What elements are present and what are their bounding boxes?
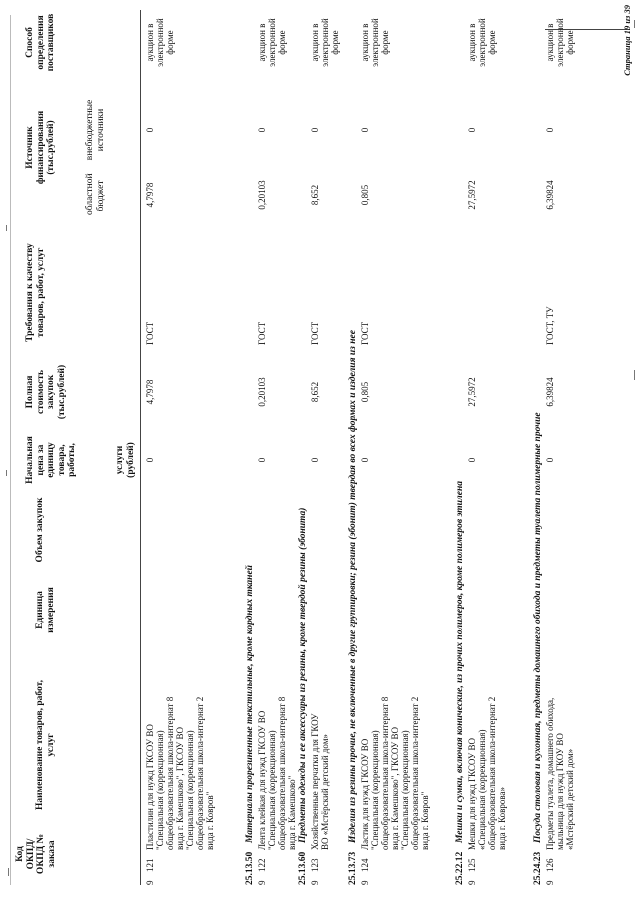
header-code: Код ОКПД/ ОКПД № заказа [15,833,57,875]
row-name: Мешки для нужд ГКСОУ ВО «Специальная (коррекционная) общеобразовательная школа-интернат 2 вида г. Коврова» [467,696,507,850]
row-price: 0 [310,457,320,463]
page-top-rule [10,15,11,885]
row-requirements: ГОСТ [310,321,320,345]
section-title: Посуда столовая и кухонная, предметы домашнего обихода и предметы туалета полимерные прочие [533,412,543,843]
row-method: аукцион в электронной форме [545,18,575,67]
row-method: аукцион в электронной форме [257,18,287,67]
section-code: 25.13.73 [348,851,358,885]
row-total: 0,805 [360,381,370,403]
row-extrabudget: 0 [145,127,155,133]
header-requirements: Требования к качеству товаров, работ, услуг [25,243,46,342]
header-extrabudget: внебюджетные источники [85,99,106,161]
header-method: Способ определения поставщиков [25,13,56,72]
section-title: Материалы прорезиненные текстильные, кроме кордных тканей [245,565,255,843]
header-name: Наименование товаров, работ, услуг [35,680,56,810]
row-extrabudget: 0 [310,127,320,133]
section-code: 25.13.60 [298,851,308,885]
row-name: Ластик для нужд ГКСОУ ВО "Специальная (коррекционная) общеобразовательная школа-интернат 8 вида г. Камешково", ГКСОУ ВО "Специальная (коррекционная) общеобразовательная школа-интернат 2 вида г. Ковров" [360,696,430,850]
row-price: 0 [360,457,370,463]
row-regional-budget: 6,39824 [545,180,555,210]
row-name: Лента клейкая для нужд ГКСОУ ВО "Специальная (коррекционная) общеобразовательная школа-интернат 8 вида г. Камешково" [257,696,297,850]
header-unit: Единица измерения [35,587,56,633]
row-number: 126 [545,858,555,872]
header-total: Полная стоимость закупок (тыс.рублей) [25,364,67,420]
header-bottom-rule [140,10,141,885]
row-price: 0 [545,457,555,463]
binding-mark [8,868,9,876]
row-number: 124 [360,858,370,872]
row-total: 8,652 [310,381,320,403]
binding-mark [634,20,635,28]
header-regional-budget: областной бюджет [85,173,106,215]
section-title: Предметы одежды и ее аксессуары из резины, кроме твердой резины (эбонита) [298,507,308,843]
section-title: Изделия из резины прочие, не включенные в другие группировки; резина (эбонит) твердая во всех формах и изделия из нее [348,330,358,843]
binding-mark [6,470,7,476]
page-number: Страница 19 из 39 [622,5,632,76]
row-number: 122 [257,858,267,872]
header-price-unit: услуги (рублей) [115,442,136,478]
row-method: аукцион в электронной форме [310,18,340,67]
section-code: 25.22.12 [455,851,465,885]
row-extrabudget: 0 [467,127,477,133]
row-regional-budget: 0,20103 [257,180,267,210]
binding-mark [634,370,635,380]
row-requirements: ГОСТ, ТУ [545,306,555,345]
header-price: Начальная цена за единицу товара, работы, [25,436,77,484]
row-prefix: 9 [310,880,320,885]
row-prefix: 9 [257,880,267,885]
row-total: 27,5972 [467,377,477,407]
row-name: Пластилин для нужд ГКСОУ ВО "Специальная (коррекционная) общеобразовательная школа-интернат 8 вида г. Камешково", ГКСОУ ВО "Специальная (коррекционная) общеобразовательная школа-интернат 2 вида г. Ковров" [145,696,215,850]
row-total: 6,39824 [545,377,555,407]
header-volume: Объем закупок [35,497,45,563]
row-name: Хозяйственные перчатки для ГКОУ ВО «Мстёрский детский дом» [310,713,330,850]
row-total: 4,7978 [145,379,155,405]
row-price: 0 [257,457,267,463]
section-code: 25.24.23 [533,851,543,885]
row-prefix: 9 [545,880,555,885]
row-price: 0 [145,457,155,463]
row-extrabudget: 0 [257,127,267,133]
row-total: 0,20103 [257,377,267,407]
section-title: Мешки и сумки, включая конические, из прочих полимеров, кроме полимеров этилена [455,480,465,843]
row-number: 121 [145,858,155,872]
row-regional-budget: 0,805 [360,184,370,206]
row-regional-budget: 27,5972 [467,180,477,210]
row-extrabudget: 0 [360,127,370,133]
row-regional-budget: 4,7978 [145,182,155,208]
row-prefix: 9 [145,880,155,885]
row-method: аукцион в электронной форме [360,18,390,67]
binding-mark [6,225,7,231]
row-requirements: ГОСТ [145,321,155,345]
row-prefix: 9 [467,880,477,885]
row-number: 123 [310,858,320,872]
row-method: аукцион в электронной форме [467,18,497,67]
section-code: 25.13.50 [245,851,255,885]
row-method: аукцион в электронной форме [145,18,175,67]
row-requirements: ГОСТ [360,321,370,345]
row-price: 0 [467,457,477,463]
row-requirements: ГОСТ [257,321,267,345]
row-regional-budget: 8,652 [310,184,320,206]
row-name: Предметы туалета, домашнего обихода, мыльница для нужд ГКОУ ВО «Мстёрский детский дом» [545,697,575,850]
row-number: 125 [467,858,477,872]
row-prefix: 9 [360,880,370,885]
header-source: Источник финансирования (тыс.рублей) [25,110,56,185]
row-extrabudget: 0 [545,127,555,133]
